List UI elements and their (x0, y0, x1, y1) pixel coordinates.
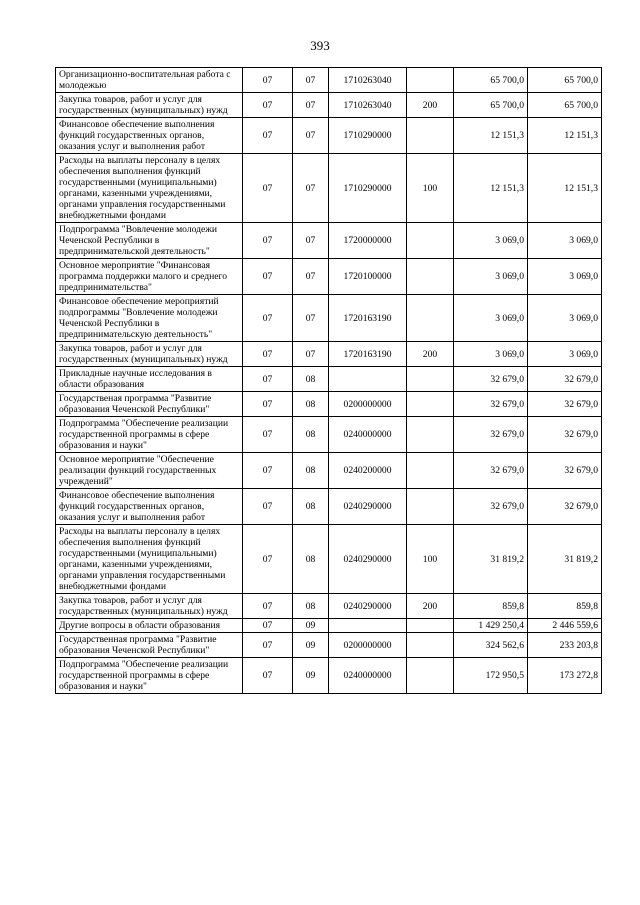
table-row (56, 392, 602, 417)
row-name-cell: Государственная программа "Развитие образования Чеченской Республики" (56, 633, 243, 658)
table-row (56, 342, 602, 367)
amount-2-cell: 32 679,0 (528, 489, 602, 525)
subsection-code-cell: 07 (293, 68, 329, 93)
amount-1-cell: 3 069,0 (454, 342, 528, 367)
section-code-cell: 07 (243, 118, 293, 154)
table-row (56, 223, 602, 259)
amount-2-cell: 32 679,0 (528, 453, 602, 489)
expense-type-cell (407, 489, 454, 525)
expense-type-cell: 200 (407, 342, 454, 367)
target-article-cell: 1720100000 (329, 259, 407, 295)
target-article-cell: 1710290000 (329, 154, 407, 223)
section-code-cell: 07 (243, 342, 293, 367)
table-row (56, 619, 602, 633)
amount-1-cell: 324 562,6 (454, 633, 528, 658)
expense-type-cell (407, 223, 454, 259)
row-name-cell: Основное мероприятие "Финансовая программа поддержки малого и среднего предпринимательства" (56, 259, 243, 295)
section-code-cell: 07 (243, 295, 293, 342)
target-article-cell (329, 619, 407, 633)
amount-1-cell: 12 151,3 (454, 154, 528, 223)
target-article-cell: 0240290000 (329, 594, 407, 619)
amount-1-cell: 65 700,0 (454, 68, 528, 93)
table-row (56, 489, 602, 525)
section-code-cell: 07 (243, 453, 293, 489)
section-code-cell: 07 (243, 68, 293, 93)
amount-2-cell: 3 069,0 (528, 342, 602, 367)
target-article-cell: 0240200000 (329, 453, 407, 489)
amount-1-cell: 1 429 250,4 (454, 619, 528, 633)
table-row (56, 118, 602, 154)
amount-1-cell: 31 819,2 (454, 525, 528, 594)
section-code-cell: 07 (243, 367, 293, 392)
section-code-cell: 07 (243, 417, 293, 453)
subsection-code-cell: 09 (293, 633, 329, 658)
row-name-cell: Расходы на выплаты персоналу в целях обеспечения выполнения функций государственными (муниципальными) органами, казенными учреждениями, органами управления государственными внебюджетными фондами (56, 525, 243, 594)
subsection-code-cell: 08 (293, 417, 329, 453)
amount-1-cell: 172 950,5 (454, 658, 528, 694)
row-name-cell: Другие вопросы в области образования (56, 619, 243, 633)
expense-type-cell: 200 (407, 93, 454, 118)
amount-2-cell: 12 151,3 (528, 118, 602, 154)
amount-2-cell: 3 069,0 (528, 295, 602, 342)
expense-type-cell (407, 417, 454, 453)
subsection-code-cell: 07 (293, 223, 329, 259)
target-article-cell: 1710263040 (329, 68, 407, 93)
amount-2-cell: 32 679,0 (528, 367, 602, 392)
expense-type-cell: 100 (407, 154, 454, 223)
expense-type-cell (407, 392, 454, 417)
amount-1-cell: 12 151,3 (454, 118, 528, 154)
table-row (56, 417, 602, 453)
row-name-cell: Подпрограмма "Обеспечение реализации государственной программы в сфере образования и науки" (56, 658, 243, 694)
amount-2-cell: 2 446 559,6 (528, 619, 602, 633)
section-code-cell: 07 (243, 658, 293, 694)
section-code-cell: 07 (243, 619, 293, 633)
table-row (56, 633, 602, 658)
section-code-cell: 07 (243, 93, 293, 118)
section-code-cell: 07 (243, 489, 293, 525)
expense-type-cell (407, 619, 454, 633)
table-row (56, 154, 602, 223)
expense-type-cell (407, 453, 454, 489)
amount-2-cell: 859,8 (528, 594, 602, 619)
amount-2-cell: 65 700,0 (528, 93, 602, 118)
subsection-code-cell: 07 (293, 93, 329, 118)
amount-2-cell: 3 069,0 (528, 223, 602, 259)
expense-type-cell (407, 633, 454, 658)
row-name-cell: Финансовое обеспечение выполнения функций государственных органов, оказания услуг и выполнения работ (56, 489, 243, 525)
subsection-code-cell: 07 (293, 295, 329, 342)
target-article-cell: 1720000000 (329, 223, 407, 259)
row-name-cell: Финансовое обеспечение мероприятий подпрограммы "Вовлечение молодежи Чеченской Республики в предпринимательскую деятельность" (56, 295, 243, 342)
table-row (56, 453, 602, 489)
section-code-cell: 07 (243, 594, 293, 619)
target-article-cell (329, 367, 407, 392)
amount-2-cell: 32 679,0 (528, 417, 602, 453)
subsection-code-cell: 08 (293, 489, 329, 525)
row-name-cell: Финансовое обеспечение выполнения функций государственных органов, оказания услуг и выполнения работ (56, 118, 243, 154)
row-name-cell: Расходы на выплаты персоналу в целях обеспечения выполнения функций государственными (муниципальными) органами, казенными учреждениями, органами управления государственными внебюджетными фондами (56, 154, 243, 223)
expense-type-cell (407, 68, 454, 93)
section-code-cell: 07 (243, 259, 293, 295)
subsection-code-cell: 08 (293, 453, 329, 489)
subsection-code-cell: 07 (293, 118, 329, 154)
row-name-cell: Подпрограмма "Обеспечение реализации государственной программы в сфере образования и науки" (56, 417, 243, 453)
amount-2-cell: 3 069,0 (528, 259, 602, 295)
amount-2-cell: 31 819,2 (528, 525, 602, 594)
table-row (56, 367, 602, 392)
amount-1-cell: 32 679,0 (454, 417, 528, 453)
table-row (56, 259, 602, 295)
section-code-cell: 07 (243, 633, 293, 658)
subsection-code-cell: 09 (293, 658, 329, 694)
subsection-code-cell: 07 (293, 342, 329, 367)
table-row (56, 68, 602, 93)
target-article-cell: 1710290000 (329, 118, 407, 154)
budget-table-body (56, 68, 602, 694)
table-row (56, 594, 602, 619)
expense-type-cell (407, 259, 454, 295)
expense-type-cell: 200 (407, 594, 454, 619)
amount-1-cell: 32 679,0 (454, 489, 528, 525)
row-name-cell: Основное мероприятие "Обеспечение реализации функций государственных учреждений" (56, 453, 243, 489)
subsection-code-cell: 07 (293, 259, 329, 295)
section-code-cell: 07 (243, 392, 293, 417)
amount-2-cell: 173 272,8 (528, 658, 602, 694)
subsection-code-cell: 08 (293, 594, 329, 619)
row-name-cell: Государственая программа "Развитие образования Чеченской Республики" (56, 392, 243, 417)
subsection-code-cell: 08 (293, 392, 329, 417)
row-name-cell: Закупка товаров, работ и услуг для государственных (муниципальных) нужд (56, 594, 243, 619)
amount-1-cell: 3 069,0 (454, 223, 528, 259)
target-article-cell: 0240000000 (329, 658, 407, 694)
row-name-cell: Закупка товаров, работ и услуг для государственных (муниципальных) нужд (56, 93, 243, 118)
target-article-cell: 0240290000 (329, 489, 407, 525)
subsection-code-cell: 08 (293, 525, 329, 594)
subsection-code-cell: 08 (293, 367, 329, 392)
expense-type-cell (407, 118, 454, 154)
expense-type-cell (407, 295, 454, 342)
table-row (56, 658, 602, 694)
target-article-cell: 1720163190 (329, 295, 407, 342)
amount-1-cell: 3 069,0 (454, 259, 528, 295)
row-name-cell: Закупка товаров, работ и услуг для государственных (муниципальных) нужд (56, 342, 243, 367)
amount-1-cell: 32 679,0 (454, 367, 528, 392)
table-row (56, 525, 602, 594)
amount-1-cell: 3 069,0 (454, 295, 528, 342)
amount-2-cell: 12 151,3 (528, 154, 602, 223)
row-name-cell: Организационно-воспитательная работа с молодежью (56, 68, 243, 93)
row-name-cell: Прикладные научные исследования в области образования (56, 367, 243, 392)
target-article-cell: 0200000000 (329, 633, 407, 658)
amount-1-cell: 859,8 (454, 594, 528, 619)
target-article-cell: 1710263040 (329, 93, 407, 118)
expense-type-cell: 100 (407, 525, 454, 594)
expense-type-cell (407, 367, 454, 392)
table-row (56, 93, 602, 118)
amount-1-cell: 32 679,0 (454, 453, 528, 489)
target-article-cell: 0240290000 (329, 525, 407, 594)
amount-2-cell: 233 203,8 (528, 633, 602, 658)
amount-2-cell: 65 700,0 (528, 68, 602, 93)
amount-1-cell: 65 700,0 (454, 93, 528, 118)
amount-2-cell: 32 679,0 (528, 392, 602, 417)
subsection-code-cell: 07 (293, 154, 329, 223)
target-article-cell: 1720163190 (329, 342, 407, 367)
section-code-cell: 07 (243, 223, 293, 259)
expense-type-cell (407, 658, 454, 694)
table-row (56, 295, 602, 342)
budget-table (55, 67, 602, 694)
page-number: 393 (310, 38, 330, 53)
section-code-cell: 07 (243, 154, 293, 223)
section-code-cell: 07 (243, 525, 293, 594)
target-article-cell: 0200000000 (329, 392, 407, 417)
target-article-cell: 0240000000 (329, 417, 407, 453)
subsection-code-cell: 09 (293, 619, 329, 633)
row-name-cell: Подпрограмма "Вовлечение молодежи Чеченской Республики в предпринимательской деятельность" (56, 223, 243, 259)
amount-1-cell: 32 679,0 (454, 392, 528, 417)
